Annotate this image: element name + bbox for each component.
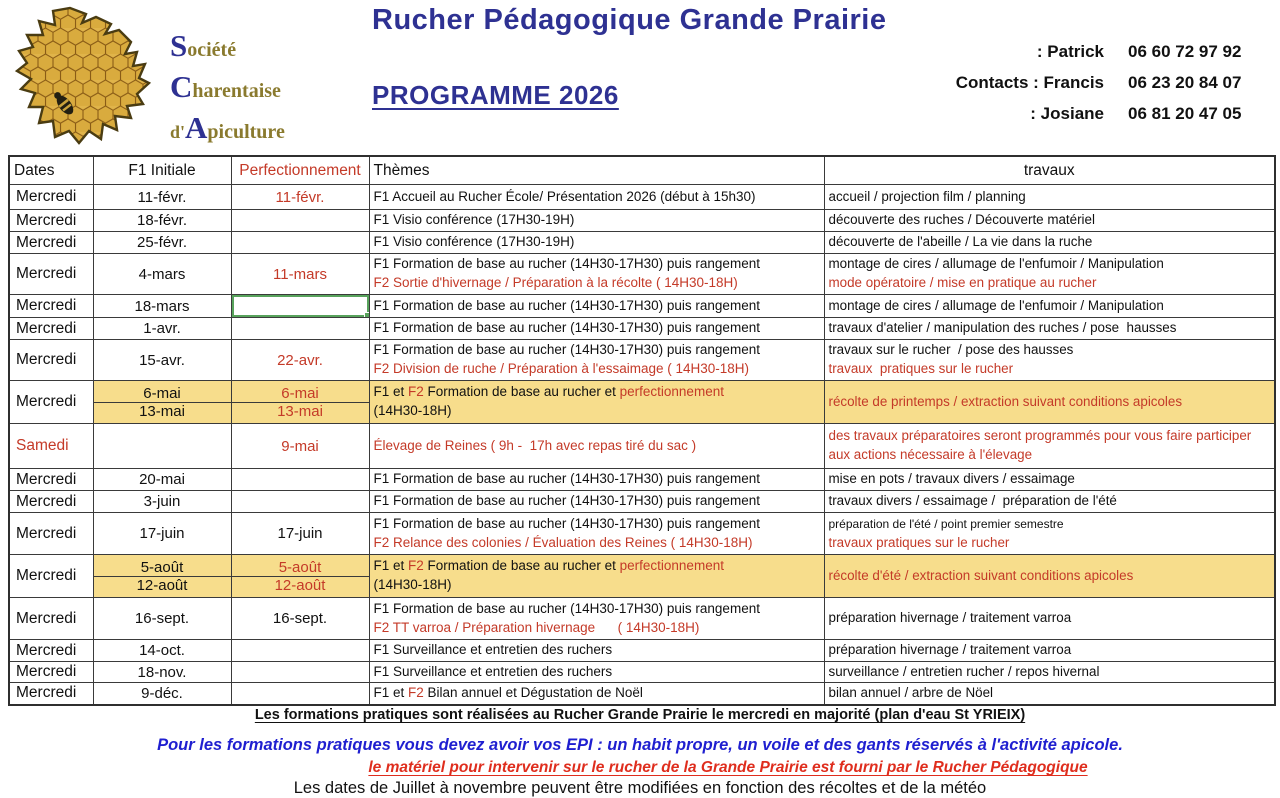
perfectionnement-date-cell[interactable]: 17-juin (231, 513, 369, 555)
f1-date-cell[interactable]: 25-févr. (93, 232, 231, 254)
themes-cell[interactable]: F1 et F2 Formation de base au rucher et perfectionnement (14H30-18H) (369, 555, 824, 598)
f1-date-cell[interactable]: 9-déc. (93, 683, 231, 705)
f1-date-cell[interactable]: 6-mai 13-mai (93, 381, 231, 424)
contact-phone: 06 60 72 97 92 (1128, 42, 1242, 61)
page-title: Rucher Pédagogique Grande Prairie (372, 4, 887, 36)
travaux-cell[interactable]: bilan annuel / arbre de Nöel (824, 683, 1275, 705)
perfectionnement-date-cell[interactable]: 22-avr. (231, 340, 369, 381)
f1-date-cell[interactable]: 18-févr. (93, 210, 231, 232)
table-row (9, 491, 1275, 513)
perfectionnement-date-cell[interactable] (231, 469, 369, 491)
column-header-themes[interactable]: Thèmes (369, 156, 824, 185)
table-row (9, 424, 1275, 469)
day-cell[interactable]: Mercredi (9, 683, 93, 705)
f1-date-cell[interactable] (93, 424, 231, 469)
association-logo (8, 2, 308, 152)
travaux-cell[interactable]: travaux sur le rucher / pose des hausses travaux pratiques sur le rucher (824, 340, 1275, 381)
themes-cell[interactable]: F1 Surveillance et entretien des ruchers (369, 640, 824, 662)
themes-cell[interactable]: F1 Formation de base au rucher (14H30-17H30) puis rangement (369, 318, 824, 340)
day-cell[interactable]: Mercredi (9, 555, 93, 598)
day-cell[interactable]: Mercredi (9, 469, 93, 491)
contact-phone: 06 81 20 47 05 (1128, 104, 1242, 123)
contact-line (956, 42, 1274, 62)
f1-date-cell[interactable]: 20-mai (93, 469, 231, 491)
travaux-cell[interactable]: découverte de l'abeille / La vie dans la ruche (824, 232, 1275, 254)
themes-cell[interactable]: F1 Formation de base au rucher (14H30-17H30) puis rangement (369, 469, 824, 491)
day-cell[interactable]: Mercredi (9, 640, 93, 662)
perfectionnement-date-cell[interactable]: 9-mai (231, 424, 369, 469)
travaux-cell[interactable]: travaux d'atelier / manipulation des ruches / pose hausses (824, 318, 1275, 340)
perfectionnement-date-cell[interactable] (231, 683, 369, 705)
travaux-cell[interactable]: des travaux préparatoires seront programmés pour vous faire participer aux actions nécessaire à l'élevage (824, 424, 1275, 469)
contact-name: : Patrick (1036, 42, 1104, 61)
day-cell[interactable]: Mercredi (9, 295, 93, 318)
day-cell[interactable]: Mercredi (9, 318, 93, 340)
travaux-cell[interactable]: montage de cires / allumage de l'enfumoir / Manipulation (824, 295, 1275, 318)
travaux-cell[interactable]: accueil / projection film / planning (824, 185, 1275, 210)
table-row (9, 232, 1275, 254)
perfectionnement-date-cell[interactable] (231, 210, 369, 232)
travaux-cell[interactable]: récolte d'été / extraction suivant conditions apicoles (824, 555, 1275, 598)
table-row (9, 185, 1275, 210)
table-row (9, 513, 1275, 555)
table-row (9, 469, 1275, 491)
travaux-cell[interactable]: montage de cires / allumage de l'enfumoir / Manipulation mode opératoire / mise en pratique au rucher (824, 254, 1275, 295)
note-dates-meteo: Les dates de Juillet à novembre peuvent être modifiées en fonction des récoltes et de la météo (293, 779, 987, 797)
table-row (9, 210, 1275, 232)
program-table (8, 155, 1276, 706)
f1-date-cell[interactable]: 5-août 12-août (93, 555, 231, 598)
perfectionnement-date-cell[interactable]: 16-sept. (231, 598, 369, 640)
table-header-row (9, 156, 1275, 185)
table-row (9, 640, 1275, 662)
perfectionnement-date-cell[interactable] (231, 491, 369, 513)
f1-date-cell[interactable]: 16-sept. (93, 598, 231, 640)
column-header-f1-initiale[interactable]: F1 Initiale (93, 156, 231, 185)
themes-cell[interactable]: F1 Visio conférence (17H30-19H) (369, 210, 824, 232)
perfectionnement-date-cell[interactable]: 6-mai 13-mai (231, 381, 369, 424)
table-row (9, 555, 1275, 598)
themes-cell[interactable]: F1 Formation de base au rucher (14H30-17H30) puis rangement F2 TT varroa / Préparation hivernage ( 14H30-18H) (369, 598, 824, 640)
column-header-travaux[interactable]: travaux (824, 156, 1275, 185)
day-cell[interactable]: Samedi (9, 424, 93, 469)
f1-date-cell[interactable]: 17-juin (93, 513, 231, 555)
column-header-perfectionnement[interactable]: Perfectionnement (231, 156, 369, 185)
themes-cell[interactable]: F1 et F2 Bilan annuel et Dégustation de Noël (369, 683, 824, 705)
day-cell[interactable]: Mercredi (9, 185, 93, 210)
perfectionnement-date-cell[interactable] (231, 318, 369, 340)
travaux-cell[interactable]: découverte des ruches / Découverte matériel (824, 210, 1275, 232)
charente-honeycomb-map-icon (8, 2, 168, 150)
table-row (9, 318, 1275, 340)
day-cell[interactable]: Mercredi (9, 491, 93, 513)
themes-cell[interactable]: F1 Accueil au Rucher École/ Présentation 2026 (début à 15h30) (369, 185, 824, 210)
contact-line (956, 73, 1274, 93)
f1-date-cell[interactable]: 11-févr. (93, 185, 231, 210)
themes-cell[interactable]: F1 Visio conférence (17H30-19H) (369, 232, 824, 254)
f1-date-cell[interactable]: 18-mars (93, 295, 231, 318)
themes-cell[interactable]: F1 Surveillance et entretien des ruchers (369, 662, 824, 683)
themes-cell[interactable]: Élevage de Reines ( 9h - 17h avec repas tiré du sac ) (369, 424, 824, 469)
perfectionnement-date-cell[interactable] (231, 232, 369, 254)
themes-cell[interactable]: F1 Formation de base au rucher (14H30-17H30) puis rangement F2 Relance des colonies / Évaluation des Reines ( 14H30-18H) (369, 513, 824, 555)
contact-line (956, 104, 1274, 124)
day-cell[interactable]: Mercredi (9, 254, 93, 295)
table-row (9, 295, 1275, 318)
themes-cell[interactable]: F1 Formation de base au rucher (14H30-17H30) puis rangement F2 Division de ruche / Préparation à l'essaimage ( 14H30-18H) (369, 340, 824, 381)
table-row (9, 683, 1275, 705)
perfectionnement-date-cell[interactable]: 11-mars (231, 254, 369, 295)
day-cell[interactable]: Mercredi (9, 662, 93, 683)
themes-cell[interactable]: F1 Formation de base au rucher (14H30-17H30) puis rangement (369, 295, 824, 318)
table-row (9, 381, 1275, 424)
themes-cell[interactable]: F1 Formation de base au rucher (14H30-17H30) puis rangement (369, 491, 824, 513)
perfectionnement-date-cell[interactable] (231, 662, 369, 683)
note-epi: Pour les formations pratiques vous devez avoir vos EPI : un habit propre, un voile et des gants réservés à l'activité apicole. (157, 736, 1123, 754)
day-cell[interactable]: Mercredi (9, 232, 93, 254)
perfectionnement-date-cell[interactable] (231, 640, 369, 662)
day-cell[interactable]: Mercredi (9, 598, 93, 640)
note-materiel: le matériel pour intervenir sur le rucher de la Grande Prairie est fourni par le Rucher Pédagogique (368, 759, 1088, 776)
day-cell[interactable]: Mercredi (9, 381, 93, 424)
association-name: Société Charentaise d'Apiculture (170, 28, 285, 145)
note-location: Les formations pratiques sont réalisées au Rucher Grande Prairie le mercredi en majorité (plan d'eau St YRIEIX) (254, 707, 1026, 723)
travaux-cell[interactable]: préparation hivernage / traitement varroa (824, 640, 1275, 662)
table-row (9, 598, 1275, 640)
day-cell[interactable]: Mercredi (9, 513, 93, 555)
themes-cell[interactable]: F1 Formation de base au rucher (14H30-17H30) puis rangement F2 Sortie d'hivernage / Préparation à la récolte ( 14H30-18H) (369, 254, 824, 295)
f1-date-cell[interactable]: 14-oct. (93, 640, 231, 662)
table-row (9, 254, 1275, 295)
perfectionnement-date-cell[interactable]: 5-août 12-août (231, 555, 369, 598)
travaux-cell[interactable]: surveillance / entretien rucher / repos hivernal (824, 662, 1275, 683)
contact-phone: 06 23 20 84 07 (1128, 73, 1242, 92)
f1-date-cell[interactable]: 4-mars (93, 254, 231, 295)
contacts-block (956, 42, 1274, 135)
column-header-dates[interactable]: Dates (9, 156, 93, 185)
f1-date-cell[interactable]: 15-avr. (93, 340, 231, 381)
program-year-title: PROGRAMME 2026 (372, 80, 619, 110)
day-cell[interactable]: Mercredi (9, 340, 93, 381)
perfectionnement-date-cell[interactable] (231, 295, 369, 318)
f1-date-cell[interactable]: 18-nov. (93, 662, 231, 683)
f1-date-cell[interactable]: 3-juin (93, 491, 231, 513)
perfectionnement-date-cell[interactable]: 11-févr. (231, 185, 369, 210)
travaux-cell[interactable]: travaux divers / essaimage / préparation de l'été (824, 491, 1275, 513)
table-row (9, 662, 1275, 683)
travaux-cell[interactable]: mise en pots / travaux divers / essaimage (824, 469, 1275, 491)
themes-cell[interactable]: F1 et F2 Formation de base au rucher et perfectionnement (14H30-18H) (369, 381, 824, 424)
table-row (9, 340, 1275, 381)
travaux-cell[interactable]: préparation de l'été / point premier semestre travaux pratiques sur le rucher (824, 513, 1275, 555)
f1-date-cell[interactable]: 1-avr. (93, 318, 231, 340)
contact-name: : Josiane (1030, 104, 1104, 123)
travaux-cell[interactable]: récolte de printemps / extraction suivant conditions apicoles (824, 381, 1275, 424)
day-cell[interactable]: Mercredi (9, 210, 93, 232)
contact-name: Contacts : Francis (955, 73, 1104, 92)
travaux-cell[interactable]: préparation hivernage / traitement varroa (824, 598, 1275, 640)
